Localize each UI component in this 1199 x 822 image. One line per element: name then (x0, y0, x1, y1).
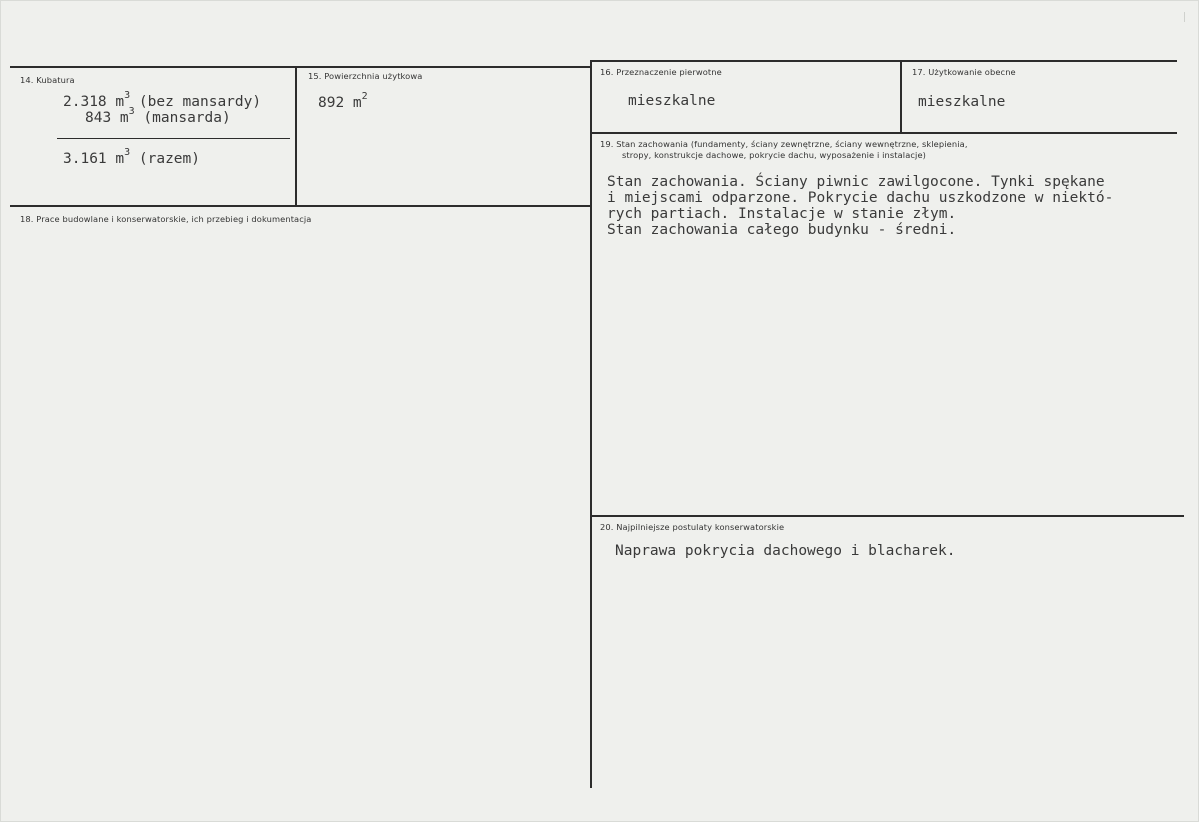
kubatura-total-value: 3.161 m (63, 150, 125, 167)
powierzchnia-value (318, 91, 368, 111)
kubatura-line-2 (85, 106, 231, 126)
kubatura-total-exp: 3 (124, 147, 131, 158)
rule-above-20 (591, 515, 1184, 517)
center-vertical-rule (590, 61, 592, 788)
postulaty-label: 20. Najpilniejsze postulaty konserwatorskie (600, 522, 785, 532)
stan-zachowania-line-1: Stan zachowania. Ściany piwnic zawilgocone. Tynki spękane (607, 174, 1105, 190)
kubatura-value-2: 843 m (85, 109, 129, 126)
stan-zachowania-label-2: stropy, konstrukcje dachowe, pokrycie dachu, wyposażenie i instalacje) (622, 150, 927, 160)
stan-zachowania-label-1: 19. Stan zachowania (fundamenty, ściany zewnętrzne, ściany wewnętrzne, sklepienia, (600, 139, 968, 149)
uzytkowanie-value: mieszkalne (918, 94, 1006, 110)
rule-under-16-17 (591, 132, 1177, 134)
postulaty-value: Naprawa pokrycia dachowego i blacharek. (615, 543, 956, 559)
divider-14-15 (295, 67, 297, 207)
kubatura-value-1: 2.318 m (63, 93, 125, 110)
kubatura-exp-2: 3 (128, 106, 135, 117)
rule-above-18 (10, 205, 590, 207)
przeznaczenie-label: 16. Przeznaczenie pierwotne (600, 67, 722, 77)
stan-zachowania-line-4: Stan zachowania całego budynku - średni. (607, 222, 957, 238)
prace-budowlane-label: 18. Prace budowlane i konserwatorskie, ich przebieg i dokumentacja (20, 214, 312, 224)
kubatura-label: 14. Kubatura (20, 75, 75, 85)
kubatura-sum-rule (57, 138, 290, 139)
stan-zachowania-line-2: i miejscami odparzone. Pokrycie dachu uszkodzone w niektó- (607, 190, 1114, 206)
powierzchnia-label: 15. Powierzchnia użytkowa (308, 71, 423, 81)
divider-16-17 (900, 61, 902, 133)
przeznaczenie-value: mieszkalne (628, 93, 716, 109)
kubatura-total-note: (razem) (138, 150, 200, 167)
kubatura-note-2: (mansarda) (143, 109, 231, 126)
kubatura-exp-1: 3 (124, 90, 131, 101)
kubatura-total (63, 147, 200, 167)
kubatura-note-1: (bez mansardy) (138, 93, 262, 110)
powierzchnia-exp: 2 (361, 91, 368, 102)
stan-zachowania-line-3: rych partiach. Instalacje w stanie złym. (607, 206, 957, 222)
powierzchnia-number: 892 m (318, 94, 362, 111)
top-rule-left (10, 66, 590, 68)
top-rule-right (590, 60, 1177, 62)
uzytkowanie-label: 17. Użytkowanie obecne (912, 67, 1016, 77)
card-edge-mark (1184, 12, 1195, 22)
